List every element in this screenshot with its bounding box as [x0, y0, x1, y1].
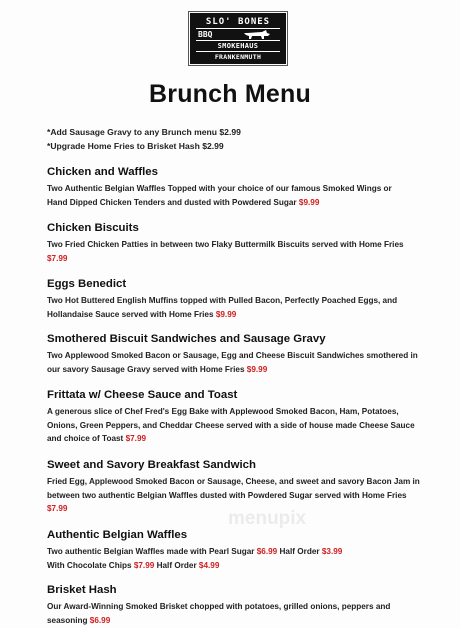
desc-line: between two authentic Belgian Waffles dusted with Powdered Sugar served with Home Fries: [47, 490, 407, 500]
item-price: $9.99: [246, 364, 268, 374]
pig-icon: [244, 30, 270, 39]
menu-item-smothered-biscuit-sandwiches: [47, 332, 442, 376]
menu-notes: [47, 125, 241, 153]
desc-line: our savory Sausage Gravy served with Home Fries: [47, 364, 245, 374]
item-price: $7.99: [125, 434, 147, 443]
half-order-label: Half Order: [279, 547, 320, 556]
desc-line: Our Award-Winning Smoked Brisket chopped with potatoes, grilled onions, peppers and: [47, 602, 391, 611]
item-description: [47, 182, 442, 209]
desc-line: Two Applewood Smoked Bacon or Sausage, Egg and Cheese Biscuit Sandwiches smothered in: [47, 351, 418, 360]
logo-line-1: SLO' BONES: [205, 17, 271, 27]
item-description: [47, 600, 442, 627]
item-name: Smothered Biscuit Sandwiches and Sausage Gravy: [47, 333, 326, 345]
desc-line: With Chocolate Chips: [47, 560, 132, 570]
restaurant-logo: [190, 13, 286, 64]
desc-line: Hand Dipped Chicken Tenders and dusted with Powdered Sugar: [47, 197, 297, 207]
item-price: $6.99: [89, 615, 111, 625]
item-name: Chicken and Waffles: [47, 166, 158, 178]
desc-line: and choice of Toast: [47, 434, 124, 443]
logo-divider: [196, 40, 280, 41]
menu-item-belgian-waffles: [47, 528, 442, 572]
note-line: *Add Sausage Gravy to any Brunch menu $2.99: [47, 127, 241, 137]
item-description: [47, 349, 442, 376]
desc-line: Onions, Green Peppers, and Cheddar Cheese served with a side of house made Cheese Sauce: [47, 420, 415, 430]
menu-item-eggs-benedict: [47, 277, 442, 321]
item-name: Chicken Biscuits: [47, 222, 139, 234]
menu-item-brisket-hash: [47, 583, 442, 627]
menu-item-chicken-biscuits: [47, 221, 442, 265]
page-title: Brunch Menu: [149, 80, 311, 108]
logo-divider: [196, 28, 280, 29]
item-description: [47, 294, 442, 321]
desc-line: seasoning: [47, 615, 88, 625]
item-name: Sweet and Savory Breakfast Sandwich: [47, 459, 256, 471]
desc-line: Two Authentic Belgian Waffles Topped with your choice of our famous Smoked Wings or: [47, 184, 392, 193]
item-price: $9.99: [298, 197, 320, 207]
half-order-price: $4.99: [198, 560, 220, 570]
item-description: [47, 238, 442, 265]
item-description: [47, 405, 442, 446]
menu-item-frittata: [47, 388, 442, 446]
desc-line: Fried Egg, Applewood Smoked Bacon or Sausage, Cheese, and sweet and savory Bacon Jam in: [47, 477, 420, 486]
item-price: $7.99: [133, 560, 155, 570]
menu-item-chicken-and-waffles: [47, 165, 442, 209]
half-order-label: Half Order: [156, 560, 197, 570]
half-order-price: $3.99: [321, 547, 343, 556]
desc-line: Two Hot Buttered English Muffins topped with Pulled Bacon, Perfectly Poached Eggs, and: [47, 296, 398, 305]
item-price: $6.99: [256, 547, 278, 556]
item-name: Authentic Belgian Waffles: [47, 529, 188, 541]
logo-line-3: SMOKEHAUS: [217, 42, 259, 50]
logo-line-2: BBQ: [198, 30, 213, 39]
item-price: $9.99: [215, 309, 237, 319]
item-name: Frittata w/ Cheese Sauce and Toast: [47, 389, 238, 401]
item-description: [47, 545, 442, 572]
desc-line: Two authentic Belgian Waffles made with Pearl Sugar: [47, 547, 255, 556]
desc-line: Hollandaise Sauce served with Home Fries: [47, 309, 214, 319]
logo-line-4: FRANKENMUTH: [214, 53, 262, 61]
logo-divider: [196, 51, 280, 52]
desc-line: Two Fried Chicken Patties in between two Flaky Buttermilk Biscuits served with Home Fries: [47, 240, 404, 249]
menu-item-sweet-and-savory-sandwich: [47, 458, 442, 516]
item-name: Eggs Benedict: [47, 278, 127, 290]
desc-line: A generous slice of Chef Fred's Egg Bake with Applewood Smoked Bacon, Ham, Potatoes,: [47, 407, 399, 416]
note-line: *Upgrade Home Fries to Brisket Hash $2.99: [47, 141, 224, 151]
item-price: $7.99: [47, 504, 68, 513]
item-name: Brisket Hash: [47, 584, 117, 596]
item-price: $7.99: [47, 253, 68, 263]
watermark: menupix: [228, 508, 307, 529]
